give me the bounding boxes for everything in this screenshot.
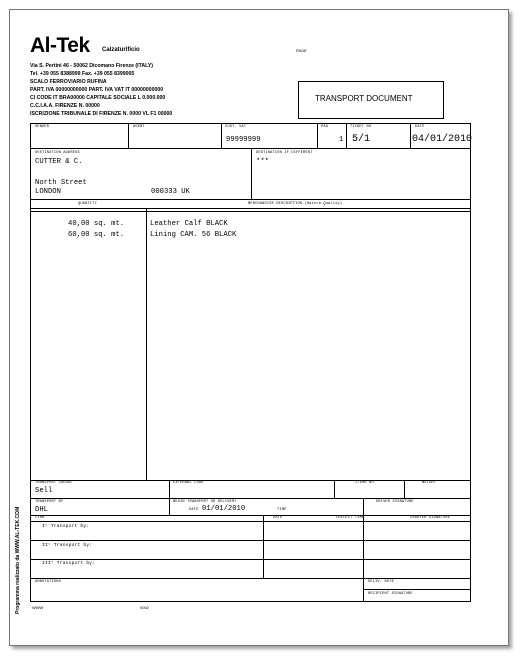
quantity-label: QUANTITY: [78, 202, 97, 206]
vat-label: CUST. VAT: [225, 125, 247, 129]
destination-code: 000333 UK: [151, 188, 190, 196]
items-number-label: ITEMS NO: [355, 481, 374, 485]
rule: [128, 123, 129, 148]
annotations-label: ANNOTATIONS: [35, 580, 61, 584]
item-description: Lining CAM. 56 BLACK: [150, 231, 237, 239]
rule: [30, 498, 471, 499]
rule: [30, 601, 471, 602]
firm-label: FIRM: [35, 516, 45, 520]
weight-label: WEIGHT: [422, 481, 437, 485]
form-grid: [30, 123, 471, 602]
delivery-note-label: DELIV. NOTE: [368, 580, 394, 584]
rule: [363, 589, 471, 590]
sender-label: SENDER: [35, 125, 50, 129]
item-quantity: 40,00 sq. mt.: [68, 220, 125, 228]
rule: [30, 123, 31, 602]
company-logo: Al-Tek: [30, 34, 90, 57]
document-title: TRANSPORT DOCUMENT: [315, 94, 413, 103]
address-line: Tel. +39 055 8388999 Fax. +39 055 8399005: [30, 71, 135, 77]
rule: [30, 521, 471, 522]
transport-cause-label: TRANSPORT CAUSAL: [35, 481, 73, 485]
transport-by-label: TRANSPORT BY: [35, 500, 64, 504]
description-label: MERCHANDISE DESCRIPTION (Nature-Quality): [248, 202, 343, 206]
destination-alt-value: ***: [256, 158, 269, 166]
rule: [363, 498, 364, 515]
recipient-signature-label: RECIPIENT SIGNATURE: [368, 592, 413, 596]
address-line: SCALO FERROVIARIO RUFINA: [30, 79, 107, 85]
external-look-label: EXTERNAL LOOK: [173, 481, 204, 485]
carrier-signature-label: CARRIER SIGNATURE: [410, 516, 451, 520]
rule: [146, 208, 147, 480]
agent-label: AGENT: [133, 125, 145, 129]
address-line: ISCRIZIONE TRIBUNALE DI FIRENZE N. 0000 VL F1 00000: [30, 111, 173, 117]
begin-transport-label: BEGIN TRANSPORT OR DELIVERY: [173, 500, 237, 504]
page-number-value: 1: [339, 136, 344, 144]
rule: [263, 515, 264, 578]
document-sheet: [9, 9, 509, 646]
rule: [334, 480, 335, 498]
rule: [30, 123, 471, 124]
ticket-value: 5/1: [352, 134, 371, 145]
item-quantity: 60,00 sq. mt.: [68, 231, 125, 239]
date-value: 04/01/2010: [412, 134, 473, 145]
address-line: C.C.I.A.A. FIRENZE N. 00000: [30, 103, 100, 109]
rule: [221, 123, 222, 148]
page-label: PAGE: [296, 48, 307, 53]
destination-city: LONDON: [35, 188, 61, 196]
address-line: PART. IVA 00000000000 PART. IVA VAT IT 00000000000: [30, 87, 164, 93]
rule: [30, 199, 471, 200]
destination-address-label: DESTINATION ADDRESS: [35, 151, 80, 155]
rule: [363, 515, 364, 578]
address-line: Via S. Pertini 46 - 50062 Dicomano Firenze (ITALY): [30, 63, 154, 69]
rule: [410, 123, 411, 148]
rule: [30, 540, 471, 541]
company-address: [30, 62, 172, 118]
company-subtitle: Calzaturificio: [102, 47, 140, 53]
rule: [404, 480, 405, 498]
item-description: Leather Calf BLACK: [150, 220, 228, 228]
rule: [363, 578, 364, 601]
address-line: CI CODE IT BRA00000 CAPITALE SOCIALE L 0.000.000: [30, 95, 166, 101]
collect-time-label: COLLECT TIME: [336, 516, 365, 520]
rule: [30, 208, 471, 209]
rule: [317, 123, 318, 148]
rule: [30, 578, 471, 579]
carrier-row-label: I° Transport by:: [42, 524, 90, 529]
carrier-row-label: II° Transport by:: [42, 543, 93, 548]
rule: [169, 480, 170, 498]
rule: [30, 515, 471, 516]
rule: [251, 148, 252, 199]
rule: [470, 123, 471, 602]
rule: [169, 498, 170, 515]
vat-value: 99999999: [226, 136, 261, 144]
footer-left: WWW: [32, 605, 44, 610]
destination-name: CUTTER & C.: [35, 158, 83, 166]
time-label: TIME: [277, 508, 287, 512]
rule: [346, 123, 347, 148]
carrier-row-label: III° Transport by:: [42, 561, 96, 566]
destination-street: North Street: [35, 179, 87, 187]
ticket-label: TICKET NO: [350, 125, 372, 129]
footer-code: 0002: [140, 605, 149, 610]
rule: [30, 559, 471, 560]
transport-cause-value: Sell: [35, 487, 53, 495]
page-number-label: PAG: [321, 125, 329, 129]
rule: [30, 211, 471, 212]
document-title-box: [298, 81, 444, 119]
date-label: DATE: [415, 125, 425, 129]
begin-date-value: 01/01/2010: [202, 505, 246, 513]
destination-alt-label: DESTINATION IF DIFFERENT: [256, 151, 313, 155]
side-credit: Programma realizzato da WWW.AL-TEK.COM: [15, 506, 21, 614]
carrier-date-label: DATE: [273, 516, 283, 520]
driver-signature-label: DRIVER SIGNATURE: [376, 500, 414, 504]
transport-by-value: DHL: [35, 506, 48, 514]
begin-date-prefix: DATE: [189, 508, 199, 512]
